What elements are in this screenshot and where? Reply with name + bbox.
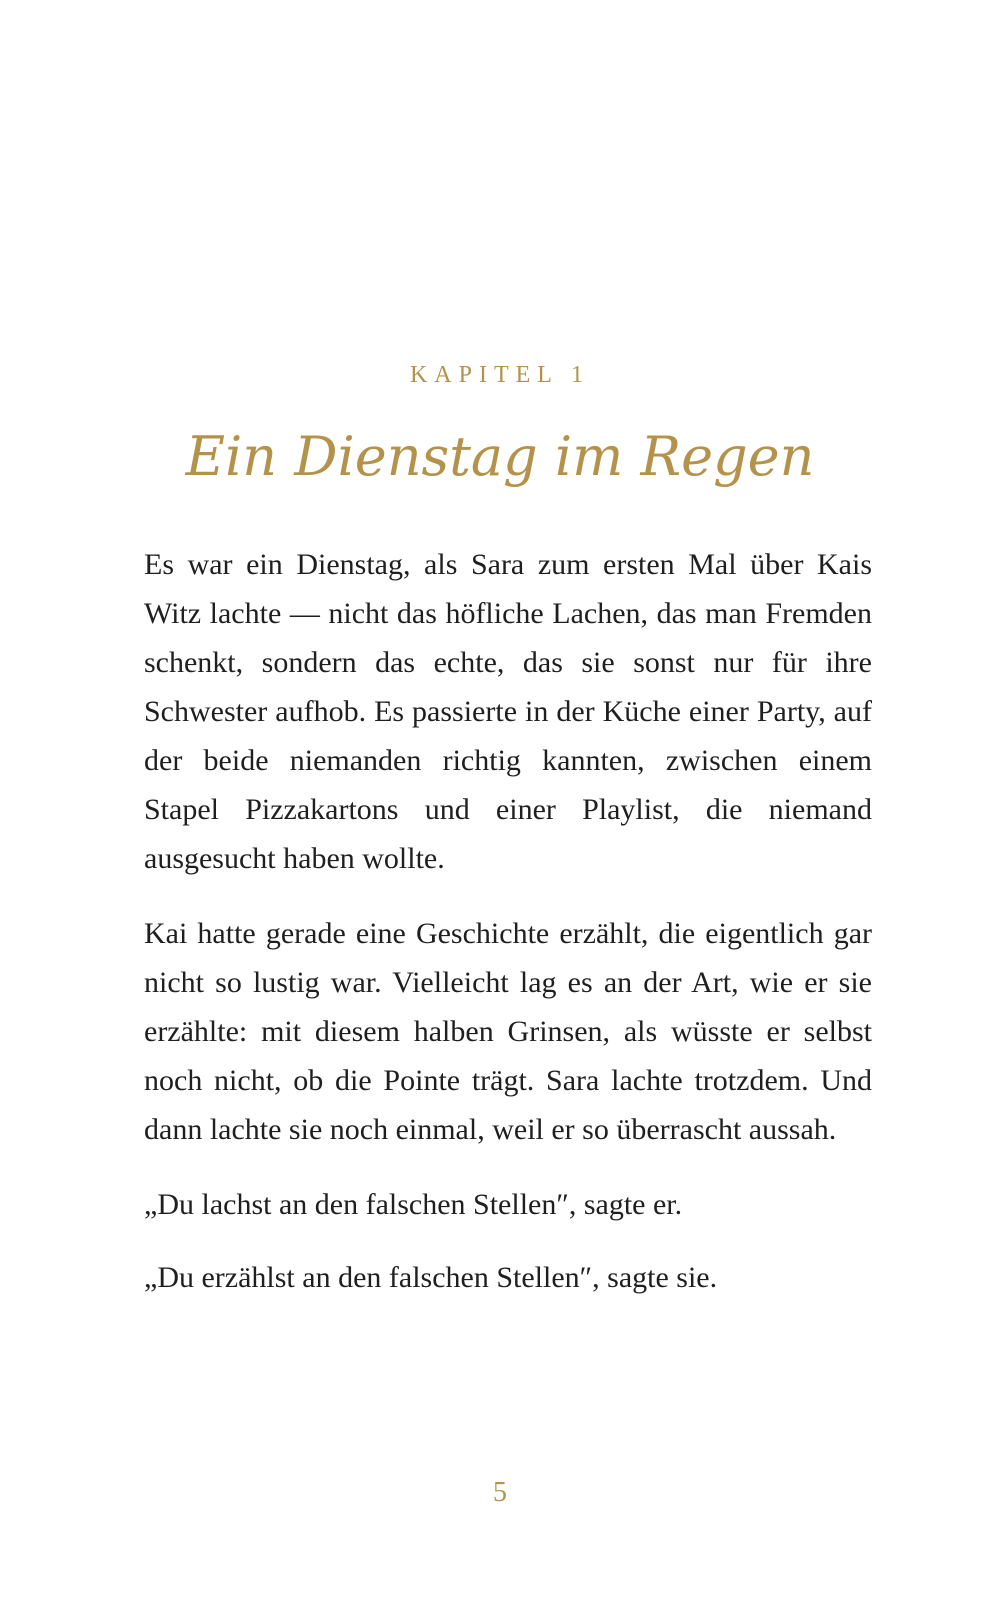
page-number: 5 xyxy=(493,1477,507,1508)
dialogue-line: „Du erzählst an den falschen Stellen″, sagte sie. xyxy=(144,1261,718,1294)
paragraph: Es war ein Dienstag, als Sara zum ersten Mal über Kais Witz lachte — nicht das höfliche Lachen, das man Fremden schenkt, sondern das echte, das sie sonst nur für ihre Schwester aufhob. Es passierte in der Küche einer Party, auf der beide niemanden richtig kannten, zwischen einem Stapel Pizzakartons und einer Playlist, die niemand ausgesucht haben wollte. xyxy=(144,548,872,875)
paragraph: Kai hatte gerade eine Geschichte erzählt, die eigentlich gar nicht so lustig war. Vielleicht lag es an der Art, wie er sie erzählte: mit diesem halben Grinsen, als wüsste er selbst noch nicht, ob die Pointe trägt. Sara lachte trotzdem. Und dann lachte sie noch einmal, weil er so überrascht aussah. xyxy=(144,917,872,1146)
chapter-kicker: KAPITEL 1 xyxy=(409,362,591,388)
chapter-title: Ein Dienstag im Regen xyxy=(185,425,815,488)
dialogue-line: „Du lachst an den falschen Stellen″, sagte er. xyxy=(144,1188,683,1221)
chapter-body xyxy=(144,540,872,1326)
